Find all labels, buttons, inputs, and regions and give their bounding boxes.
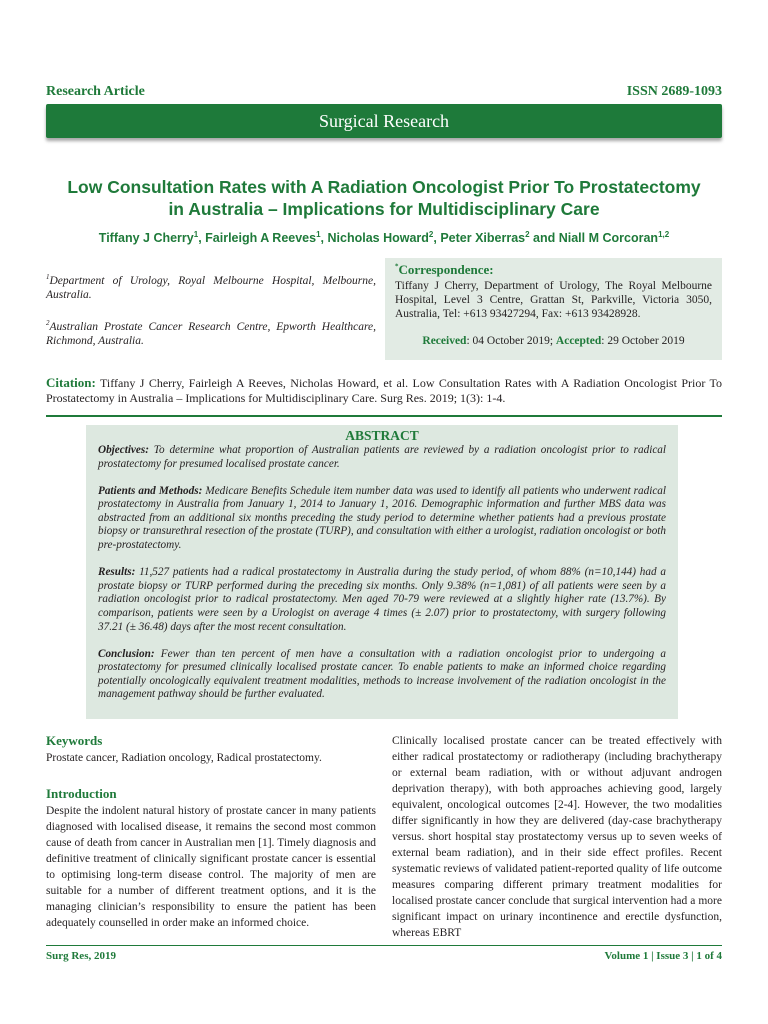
author-affiliation-mark: 2 — [525, 230, 530, 239]
author-affiliation-mark: 1,2 — [658, 230, 670, 239]
results-label: Results: — [98, 566, 136, 579]
correspondence-box — [385, 258, 722, 360]
received-label: Received — [422, 335, 467, 347]
author-separator: , — [320, 231, 328, 246]
article-type-label: Research Article — [46, 84, 145, 99]
abstract-methods — [98, 485, 666, 553]
objectives-label: Objectives: — [98, 444, 149, 456]
citation-text: Tiffany J Cherry, Fairleigh A Reeves, Nicholas Howard, et al. Low Consultation Rates with A Radiation Oncologist Prior To Prostatectomy in Australia – Implications for Multidisciplinary Care. Surg Res. 2019; 1(3): 1-4. — [46, 376, 722, 405]
author-name: Fairleigh A Reeves — [205, 231, 317, 246]
title-line-2: in Australia – Implications for Multidisciplinary Care — [168, 199, 600, 219]
results-text: 11,527 patients had a radical prostatectomy in Australia during the study period, of whom 88% (n=10,144) had a prostate biopsy or TURP performed during the preceding six months. Only 9.38% (n=1,081) of all patients were seen by a radiation oncologist prior to radical prostatectomy. Men aged 70-79 were reviewed at a slightly higher rate (13.7%). By comparison, patients were seen by a Urologist on average 4 times (± 2.07) prior to prostatectomy, with surgery following 37.21 (± 36.48) days after the most recent consultation. — [98, 566, 666, 633]
body-text: Clinically localised prostate cancer can be treated effectively with either radical prostatectomy or radiotherapy (including brachytherapy or external beam radiation, with or without adjuvant androgen deprivation therapy), with both approaches achieving good, largely equivalent, oncological outcomes [2-4]. However, the two modalities differ significantly in how they are delivered (day-case brachytherapy versus. short hospital stay prostatectomy versus up to seven weeks of external beam radiation), and in their side effect profiles. Recent systematic reviews of validated patient-reported quality of life outcome measures comparing different primary treatment modalities for localised prostate cancer conclude that surgical intervention had a more significant impact on urinary incontinence and erectile dysfunction, whereas EBRT — [392, 735, 722, 939]
abstract-heading: ABSTRACT — [345, 428, 419, 443]
author-separator: and — [529, 231, 559, 246]
abstract-objectives — [98, 444, 666, 471]
author-affiliation-mark: 1 — [316, 230, 321, 239]
correspondence-text: Tiffany J Cherry, Department of Urology, The Royal Melbourne Hospital, Level 3 Centre, Grattan St, Parkville, Victoria 3050, Australia, Tel: +613 93427294, Fax: +613 93428928. — [395, 280, 712, 320]
author-name: Peter Xiberras — [440, 231, 526, 246]
abstract-box — [86, 425, 678, 719]
author-affiliation-mark: 1 — [193, 230, 199, 239]
affiliation-1 — [46, 270, 376, 302]
affiliation-mark: 2 — [46, 319, 50, 327]
correspondence-heading-text: Correspondence: — [398, 262, 494, 277]
citation — [46, 375, 722, 406]
correspondence-heading — [395, 262, 712, 278]
article-title — [40, 176, 728, 220]
divider — [46, 415, 722, 417]
introduction-text: Despite the indolent natural history of prostate cancer in many patients diagnosed with localised disease, it remains the second most common cause of death from cancer in Australian men [1]. Timely diagnosis and definitive treatment of clinically significant prostate cancer is essential to optimising long-term disease control. The majority of men are suitable for a number of different treatment options, and it is the managing clinician’s responsibility to ensure the patient has been adequately counselled in order make an informed choice. — [46, 805, 376, 929]
journal-name: Surgical Research — [318, 110, 450, 131]
footer-journal: Surg Res, 2019 — [46, 950, 116, 962]
methods-label: Patients and Methods: — [98, 484, 203, 497]
affiliation-text: Department of Urology, Royal Melbourne Hospital, Melbourne, Australia. — [46, 274, 376, 301]
citation-label: Citation: — [46, 375, 96, 390]
conclusion-label: Conclusion: — [98, 647, 155, 660]
author-separator: , — [433, 231, 441, 246]
introduction-heading: Introduction — [46, 786, 117, 801]
abstract-conclusion — [98, 648, 666, 702]
correspondence-mark: * — [395, 262, 399, 271]
accepted-label: Accepted — [555, 335, 602, 347]
author-separator: , — [198, 231, 206, 246]
received-date: : 04 October 2019; — [466, 335, 556, 347]
left-column — [46, 733, 376, 931]
title-line-1: Low Consultation Rates with A Radiation Oncologist Prior To Prostatectomy — [67, 177, 701, 197]
affiliation-2 — [46, 316, 376, 348]
affiliation-text: Australian Prostate Cancer Research Centre, Epworth Healthcare, Richmond, Australia. — [46, 320, 376, 347]
abstract-results — [98, 566, 666, 634]
author-name: Niall M Corcoran — [558, 231, 659, 246]
keywords-text: Prostate cancer, Radiation oncology, Radical prostatectomy. — [46, 752, 322, 764]
objectives-text: To determine what proportion of Australian patients are reviewed by a radiation oncologist prior to radical prostatectomy for presumed localised prostate cancer. — [98, 444, 666, 470]
received-accepted-dates — [395, 335, 712, 347]
issn-label: ISSN 2689-1093 — [626, 84, 722, 99]
affiliation-mark: 1 — [46, 273, 50, 281]
methods-text: Medicare Benefits Schedule item number data was used to identify all patients who underwent radical prostatectomy in Australia from January 1, 2014 to January 1, 2016. Demographic information and further MBS data was abstracted from an additional six months preceding the study period to determine whether patients had a previous prostate biopsy or transurethral resection of the prostate (TURP), and consultation with either a urologist, radiation oncologist or both pre-prostatectomy. — [98, 484, 666, 552]
keywords-heading: Keywords — [46, 733, 103, 748]
author-list — [40, 230, 728, 245]
accepted-date: : 29 October 2019 — [601, 335, 685, 347]
author-name: Tiffany J Cherry — [98, 231, 194, 246]
footer-divider — [46, 945, 722, 946]
right-column — [392, 733, 722, 941]
footer-page-info: Volume 1 | Issue 3 | 1 of 4 — [604, 950, 722, 962]
author-affiliation-mark: 2 — [428, 230, 434, 239]
conclusion-text: Fewer than ten percent of men have a consultation with a radiation oncologist prior to undergoing a prostatectomy for presumed clinically localised prostate cancer. To enable patients to make an informed choice regarding potentially oncologically equivalent treatment modalities, methods to increase involvement of the radiation oncologist in the management pathway should be further evaluated. — [98, 647, 666, 701]
author-name: Nicholas Howard — [327, 231, 429, 246]
journal-banner — [46, 104, 722, 138]
